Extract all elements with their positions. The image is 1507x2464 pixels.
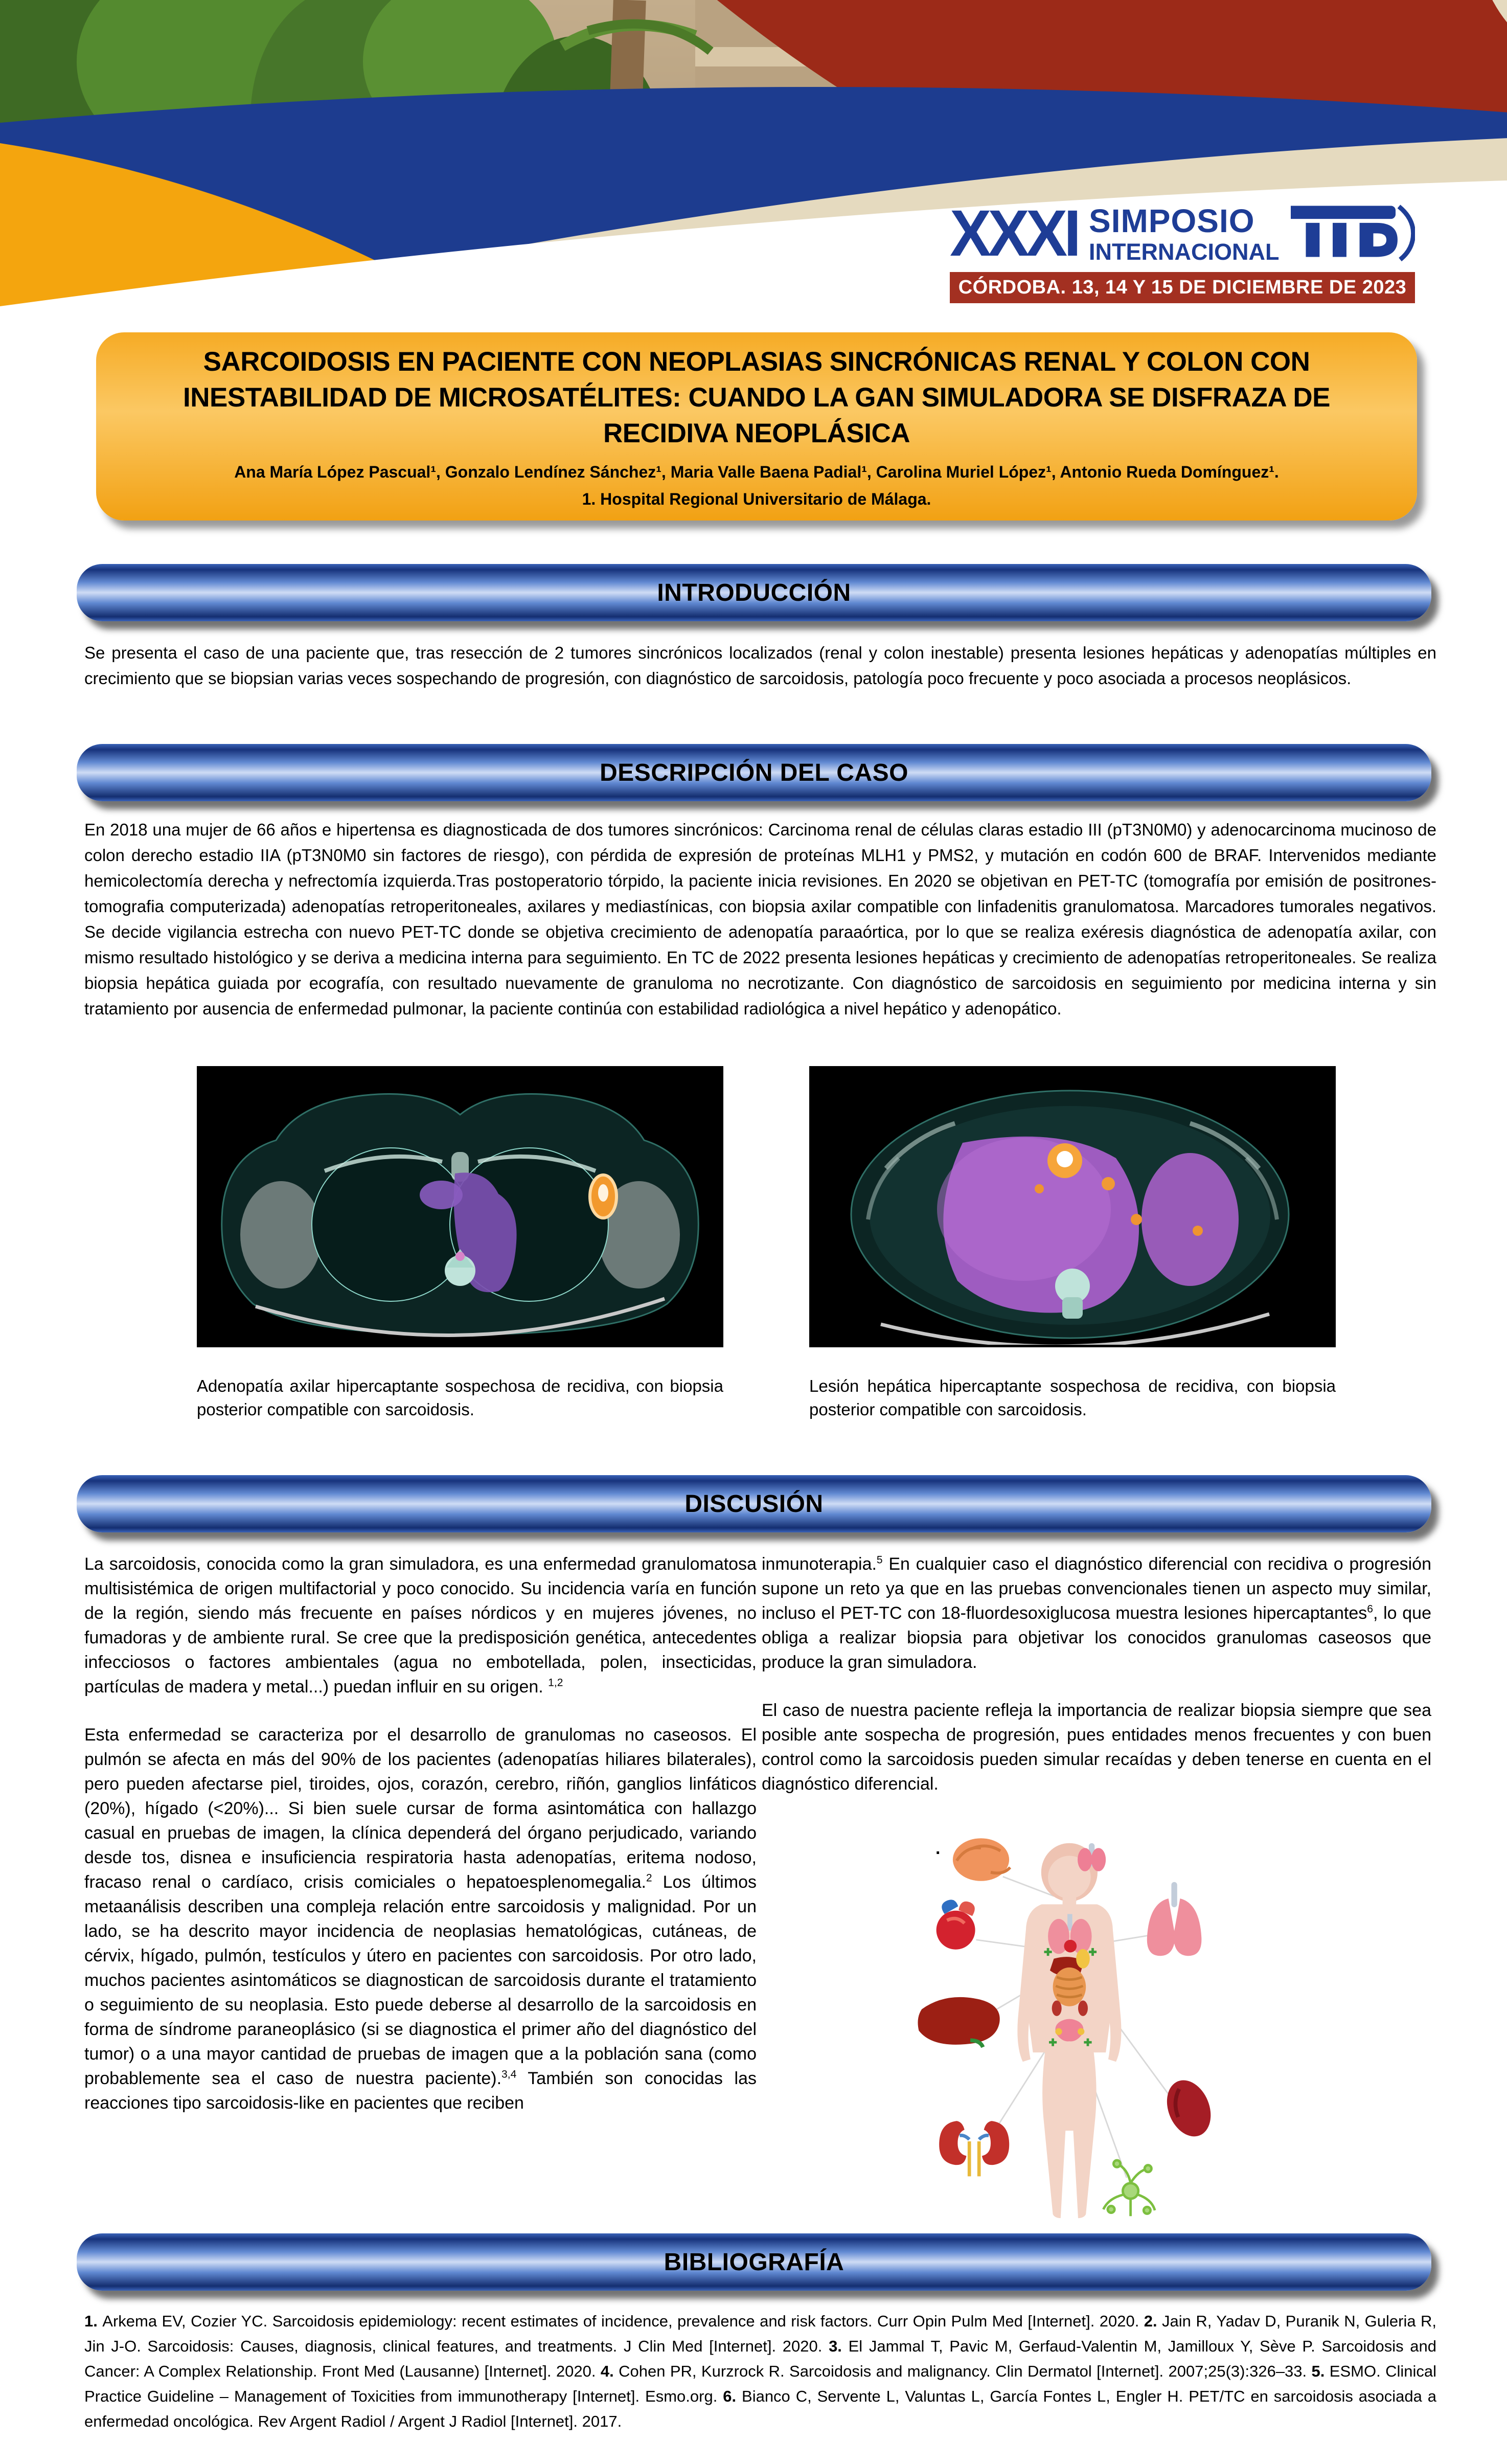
heart-icon bbox=[937, 1900, 975, 1949]
lymph-neuron-icon bbox=[1103, 2160, 1155, 2216]
figure-caption-axillary: Adenopatía axilar hipercaptante sospechosa de recidiva, con biopsia posterior compatible con sarcoidosis. bbox=[197, 1376, 723, 1419]
lungs-icon bbox=[1147, 1882, 1202, 1956]
figure-pet-ct-axillary bbox=[197, 1066, 723, 1347]
edition-number: XXXI bbox=[950, 196, 1078, 270]
ovary-icon bbox=[1055, 2028, 1062, 2035]
discussion-paragraph: El caso de nuestra paciente refleja la importancia de realizar biopsia siempre que sea posible ante sospecha de progresión, pues entidades menos frecuentes y con buen control como la sarcoidosis pueden simular recaídas y deben tenerse en cuenta en el diagnóstico diferencial. bbox=[762, 1701, 1431, 1794]
spleen-uptake bbox=[1141, 1153, 1239, 1286]
hepatic-lesion-hotspot bbox=[1193, 1226, 1203, 1236]
ttd-logo-icon bbox=[1291, 204, 1415, 264]
spinal-uptake bbox=[455, 1252, 465, 1261]
stomach-icon bbox=[1076, 1949, 1090, 1969]
symposium-name bbox=[1089, 202, 1280, 265]
kidney-icon bbox=[1078, 2001, 1088, 2016]
sarcoidosis-organs-illustration bbox=[879, 1830, 1258, 2222]
heart-icon bbox=[1064, 1940, 1077, 1953]
legs bbox=[1042, 2051, 1097, 2218]
hepatic-lesion-hotspot bbox=[1035, 1184, 1044, 1193]
title-box bbox=[96, 332, 1417, 521]
discussion-paragraph: Esta enfermedad se caracteriza por el desarrollo de granulomas no caseosos. El pulmón se afecta en más del 90% de los pacientes (adenopatías hiliares bilaterales), pero pueden afectarse piel, tiroides, ojos, corazón, cerebro, riñón, ganglios linfáticos (20%), hígado (<20%)... Si bien suele cursar de forma asintomática con hallazgo casual en pruebas de imagen, la clínica dependerá del órgano perjudicado, variando desde tos, disnea e insuficiencia respiratoria hasta adenopatías, eritema nodoso, fracaso renal o cardíaco, crisis comiciales o hepatoesplenomegalia.$^2$ Los últimos metaanálisis describen una compleja relación entre sarcoidosis y malignidad. Por un lado, se ha descrito mayor incidencia de neoplasias hematológicas, cutáneas, de cérvix, hígado, pulmón, testículos y útero en pacientes con sarcoidosis. Por otro lado, muchos pacientes asintomáticos se diagnostican de sarcoidosis durante el tratamiento o seguimiento de su neoplasia. Esto puede deberse al desarrollo de la sarcoidosis en forma de síndrome paraneoplásico (si se diagnostica el primer año del diagnóstico del tumor) o a una mayor cantidad de pruebas de imagen que a la población sana (como probablemente sea el caso de nuestra paciente).$^{3,4}$ También son conocidas las reacciones tipo sarcoidosis-like en pacientes que reciben bbox=[84, 1725, 757, 2113]
section-heading-discusion: DISCUSIÓN bbox=[77, 1475, 1431, 1532]
pet-ct-axial-chest-image bbox=[197, 1066, 723, 1345]
poster-title: SARCOIDOSIS EN PACIENTE CON NEOPLASIAS SINCRÓNICAS RENAL Y COLON CON INESTABILIDAD DE MICROSATÉLITES: CUANDO LA GAN SIMULADORA SE DISFRAZA DE RECIDIVA NEOPLÁSICA bbox=[183, 347, 1330, 448]
liver-icon bbox=[918, 1997, 1000, 2047]
header-banner bbox=[0, 0, 1507, 358]
affiliation-line: 1. Hospital Regional Universitario de Málaga. bbox=[582, 489, 931, 508]
symposium-name-line1: SIMPOSIO bbox=[1089, 202, 1255, 239]
discussion-right-column bbox=[762, 1552, 1431, 1820]
symposium-name-line2: INTERNACIONAL bbox=[1089, 238, 1280, 265]
section-heading-bibliografia: BIBLIOGRAFÍA bbox=[77, 2233, 1431, 2291]
section-heading-descripcion-caso: DESCRIPCIÓN DEL CASO bbox=[77, 744, 1431, 801]
figure-caption-hepatic: Lesión hepática hipercaptante sospechosa de recidiva, con biopsia posterior compatible con sarcoidosis. bbox=[809, 1376, 1336, 1419]
trachea-icon bbox=[1067, 1914, 1072, 1930]
introduction-text: Se presenta el caso de una paciente que, tras resección de 2 tumores sincrónicos localizados (renal y colon inestable) presenta lesiones hepáticas y adenopatías múltiples en crecimiento que se biopsian varias veces sospechando de progresión, con diagnóstico de sarcoidosis, patología poco frecuente y poco asociada a procesos neoplásicos. bbox=[84, 643, 1436, 688]
discussion-paragraph: La sarcoidosis, conocida como la gran simuladora, es una enfermedad granulomatosa multisistémica de origen multifactorial y poco conocido. Su incidencia varía en función de la región, siendo más frecuente en países nórdicos y en mujeres jóvenes, no fumadoras y de ambiente rural. Se cree que la predisposición genética, antecedentes infecciosos o factores ambientales (agua no embotellada, polen, insecticidas, partículas de madera y metal...) puedan influir en su origen. $^{1,2}$ bbox=[84, 1554, 757, 1697]
hepatic-lesion-hotspot bbox=[1102, 1177, 1115, 1190]
brain-icon bbox=[953, 1838, 1010, 1881]
figure-pet-ct-hepatic bbox=[809, 1066, 1336, 1347]
kidney-icon bbox=[1052, 2001, 1062, 2016]
ovary-icon bbox=[1078, 2028, 1084, 2035]
symposium-logo bbox=[950, 196, 1415, 303]
case-description-text: En 2018 una mujer de 66 años e hipertensa es diagnosticada de dos tumores sincrónicos: Carcinoma renal de células claras estadio III (pT3N0M0) y adenocarcinoma mucinoso de colon derecho estadio IIA (pT3N0M0 sin factores de riesgo), con pérdida de expresión de proteínas MLH1 y PMS2, y mutación en codón 600 de BRAF. Intervenidos mediante hemicolectomía derecha y nefrectomía izquierda.Tras postoperatorio tórpido, la paciente inicia revisiones. En 2020 se objetivan en PET-TC (tomografía por emisión de positrones-tomografia computerizada) adenopatías retroperitoneales, axilares y mediastínicas, con biopsia axilar compatible con linfadenitis granulomatosa. Marcadores tumorales negativos. Se decide vigilancia estrecha con nuevo PET-TC donde se objetiva crecimiento de adenopatía paraaórtica, por lo que se realiza exéresis diagnóstica de adenopatía axilar, con mismo resultado histológico y se deriva a medicina interna para seguimiento. En TC de 2022 presenta lesiones hepáticas y crecimiento de adenopatías retroperitoneales. Se realiza biopsia hepática guiada por ecografía, con resultado nuevamente de granuloma no necrotizante. Con diagnóstico de sarcoidosis en seguimiento por medicina interna y sin tratamiento por ausencia de enfermedad pulmonar, la paciente continúa con estabilidad radiológica a nivel hepático y adenopático. bbox=[84, 820, 1436, 1018]
event-date-bar: CÓRDOBA. 13, 14 Y 15 DE DICIEMBRE DE 2023 bbox=[950, 272, 1415, 303]
section-heading-introduccion: INTRODUCCIÓN bbox=[77, 564, 1431, 621]
mediastinum-uptake bbox=[420, 1181, 463, 1209]
pet-ct-axial-abdomen-image bbox=[809, 1066, 1336, 1345]
authors-line: Ana María López Pascual¹, Gonzalo Lendínez Sánchez¹, Maria Valle Baena Padial¹, Carolina Muriel López¹, Antonio Rueda Domínguez¹. bbox=[234, 462, 1279, 481]
female-body-organs-figure bbox=[879, 1830, 1258, 2219]
kidneys-icon bbox=[939, 2121, 1009, 2176]
stray-period: . bbox=[935, 1839, 941, 1858]
discussion-paragraph: inmunoterapia.$^5$ En cualquier caso el diagnóstico diferencial con recidiva o progresión supone un reto ya que en las pruebas convencionales tienen un aspecto muy similar, incluso el PET-TC con 18-fluordesoxiglucosa muestra lesiones hipercaptantes$^6$, lo que obliga a realizar biopsia para objetivar los conocidos granulomas caseosos que produce la gran simuladora. bbox=[762, 1554, 1431, 1672]
bibliography-text: 1. Arkema EV, Cozier YC. Sarcoidosis epidemiology: recent estimates of incidence, prevalence and risk factors. Curr Opin Pulm Med [Internet]. 2020. 2. Jain R, Yadav D, Puranik N, Guleria R, Jin J-O. Sarcoidosis: Causes, diagnosis, clinical features, and treatments. J Clin Med [Internet]. 2020. 3. El Jammal T, Pavic M, Gerfaud-Valentin M, Jamilloux Y, Sève P. Sarcoidosis and Cancer: A Complex Relationship. Front Med (Lausanne) [Internet]. 2020. 4. Cohen PR, Kurzrock R. Sarcoidosis and malignancy. Clin Dermatol [Internet]. 2007;25(3):326–33. 5. ESMO. Clinical Practice Guideline – Management of Toxicities from immunotherapy [Internet]. Esmo.org. 6. Bianco C, Servente L, Valuntas L, García Fontes L, Engler H. PET/TC en sarcoidosis asociada a enfermedad oncológica. Rev Argent Radiol / Argent J Radiol [Internet]. 2017. bbox=[84, 2312, 1437, 2430]
spleen-icon bbox=[1159, 2074, 1219, 2143]
hepatic-lesion-hotspot bbox=[1131, 1214, 1142, 1225]
vertebra bbox=[1062, 1297, 1083, 1319]
shoulder-tissue bbox=[240, 1181, 322, 1288]
discussion-left-column bbox=[84, 1552, 757, 2139]
lung-right bbox=[312, 1148, 470, 1301]
